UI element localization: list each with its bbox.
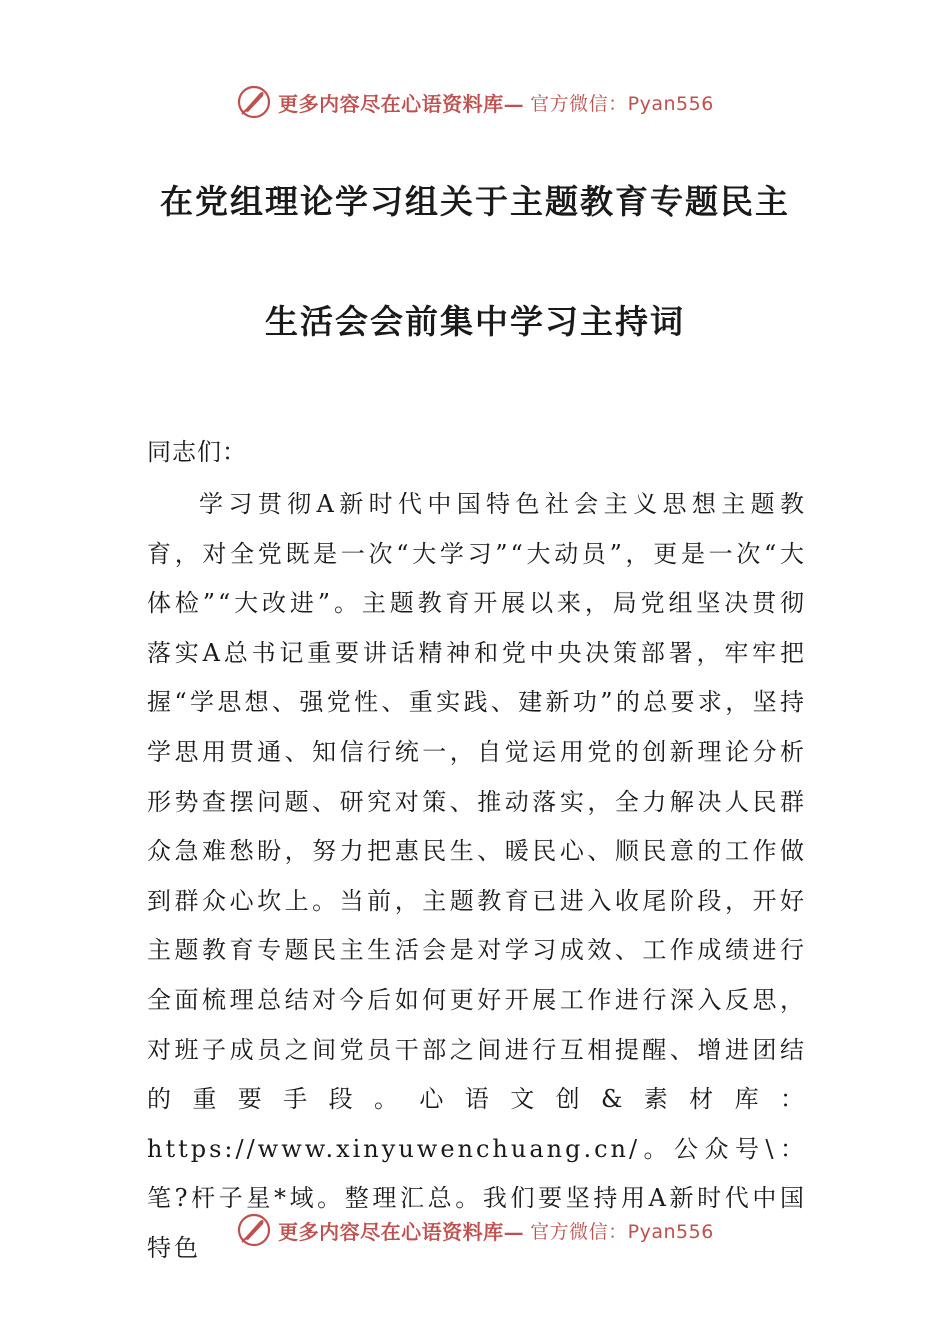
body-paragraph: 学习贯彻A新时代中国特色社会主义思想主题教育，对全党既是一次“大学习”“大动员”，更是一次“大体检”“大改进”。主题教育开展以来，局党组坚决贯彻落实A总书记重要讲话精神和党中央决策部署，牢牢把握“学思想、强党性、重实践、建新功”的总要求，坚持学思用贯通、知信行统一，自觉运用党的创新理论分析形势查摆问题、研究对策、推动落实，全力解决人民群众急难愁盼，努力把惠民生、暖民心、顺民意的工作做到群众心坎上。当前，主题教育已进入收尾阶段，开好主题教育专题民主生活会是对学习成效、工作成绩进行全面梳理总结对今后如何更好开展工作进行深入反思，对班子成员之间党员干部之间进行互相提醒、增进团结的重要手段。心语文创&素材库：https://www.xinyuwenchuang.cn/。公众号\：笔?杆子星*域。整理汇总。我们要坚持用A新时代中国特色 xyxy=(147,490,807,1262)
footer-watermark-banner xyxy=(0,1210,950,1250)
document-title-line-1: 在党组理论学习组关于主题教育专题民主 xyxy=(160,182,790,221)
watermark-text-contact: 官方微信：Pyan556 xyxy=(530,1220,714,1243)
watermark-text-contact: 官方微信：Pyan556 xyxy=(530,92,714,115)
quill-pen-icon xyxy=(236,1212,272,1248)
header-watermark-banner xyxy=(0,82,950,122)
watermark-text-main: 更多内容尽在心语资料库— xyxy=(278,1219,525,1244)
quill-pen-icon xyxy=(236,84,272,120)
watermark-text-main: 更多内容尽在心语资料库— xyxy=(278,91,525,116)
salutation: 同志们： xyxy=(147,438,247,466)
document-title-line-2: 生活会会前集中学习主持词 xyxy=(265,302,685,341)
